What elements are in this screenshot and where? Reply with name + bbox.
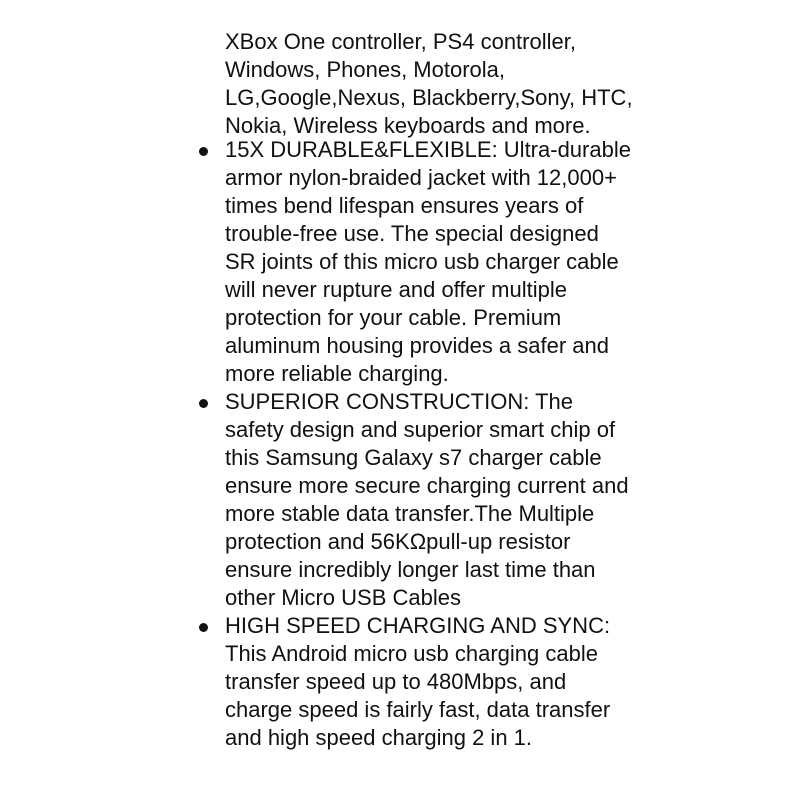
feature-text: SUPERIOR CONSTRUCTION: The safety design and superior smart chip of this Samsung Galaxy s7 charger cable ensure more secure charging current and more stable data transfer.The Multiple protection and 56KΩpull-up resistor ensure incredibly longer last time than other Micro USB Cables: [225, 389, 629, 610]
feature-bullet-list: [225, 136, 635, 752]
feature-text: 15X DURABLE&FLEXIBLE: Ultra-durable armor nylon-braided jacket with 12,000+ times bend lifespan ensures years of trouble-free use. The special designed SR joints of this micro usb charger cable will never rupture and offer multiple protection for your cable. Premium aluminum housing provides a safer and more reliable charging.: [225, 137, 631, 386]
feature-item-superior-construction: [225, 388, 635, 612]
feature-item-durable-flexible: [225, 136, 635, 388]
bullet-dot-icon: [199, 147, 208, 156]
feature-text: HIGH SPEED CHARGING AND SYNC: This Android micro usb charging cable transfer speed up to 480Mbps, and charge speed is fairly fast, data transfer and high speed charging 2 in 1.: [225, 613, 611, 750]
bullet-dot-icon: [199, 399, 208, 408]
feature-item-high-speed-charging: [225, 612, 635, 752]
bullet-dot-icon: [199, 623, 208, 632]
continuation-text: XBox One controller, PS4 controller, Windows, Phones, Motorola, LG,Google,Nexus, Blackberry,Sony, HTC, Nokia, Wireless keyboards and more.: [225, 29, 633, 138]
compatibility-text-continuation: [225, 0, 635, 140]
